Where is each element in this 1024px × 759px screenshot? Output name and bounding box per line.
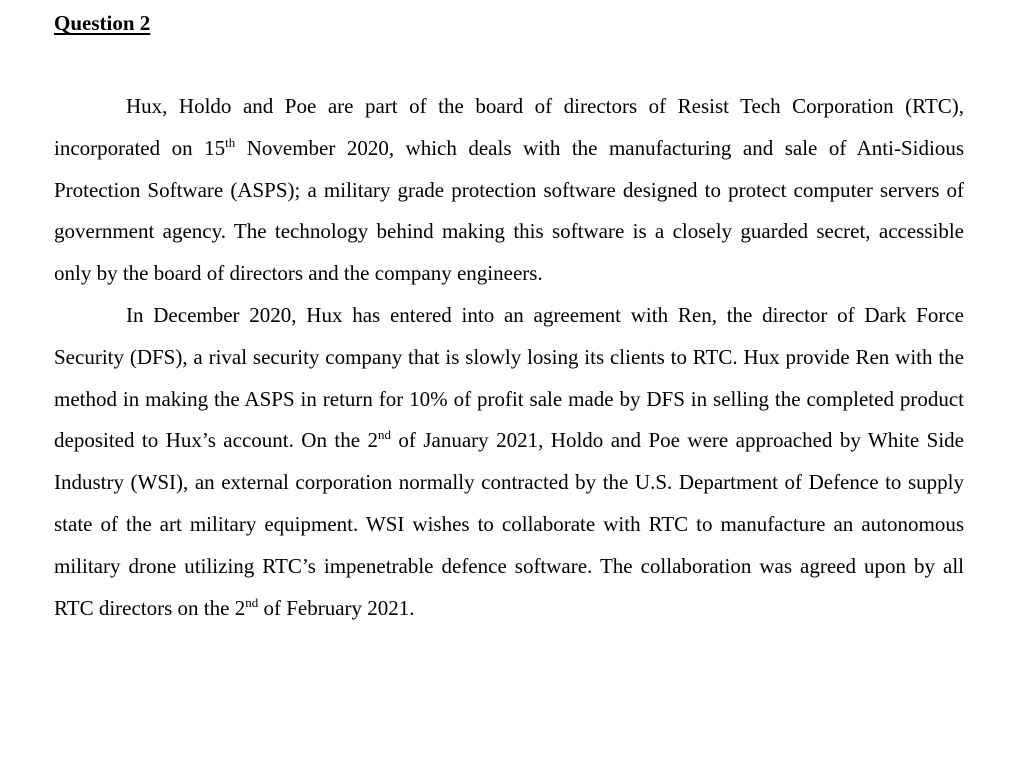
ordinal-suffix: th	[225, 135, 236, 150]
paragraph-1	[54, 86, 964, 295]
paragraph-2-text-b: of January 2021, Holdo and Poe were approached by White Side Industry (WSI), an external corporation normally contracted by the U.S. Department of Defence to supply state of the art military equipment. WSI wishes to collaborate with RTC to manufacture an autonomous military drone utilizing RTC’s impenetrable defence software. The collaboration was agreed upon by all RTC directors on the 2	[54, 428, 965, 620]
ordinal-suffix: nd	[377, 427, 391, 443]
paragraph-2-text-a: In December 2020, Hux has entered into an agreement with Ren, the director of Dark Force Security (DFS), a rival security company that is slowly losing its clients to RTC. Hux provide Ren with the method in making the ASPS in return for 10% of profit sale made by DFS in selling the completed product deposited to Hux’s account. On the 2	[54, 302, 964, 453]
paragraph-1-text-a: Hux, Holdo and Poe are part of the board of directors of Resist Tech Corporation (RTC), incorporated on 15	[54, 94, 964, 160]
question-title: Question 2	[54, 11, 151, 35]
question-body	[54, 86, 964, 629]
paragraph-2	[54, 295, 964, 629]
ordinal-suffix: nd	[245, 594, 259, 610]
paragraph-1-text-b: November 2020, which deals with the manufacturing and sale of Anti-Sidious Protection Software (ASPS); a military grade protection software designed to protect computer servers of government agency. The technology behind making this software is a closely guarded secret, accessible only by the board of directors and the company engineers.	[54, 135, 964, 286]
paragraph-2-text-c: of February 2021.	[258, 595, 415, 620]
